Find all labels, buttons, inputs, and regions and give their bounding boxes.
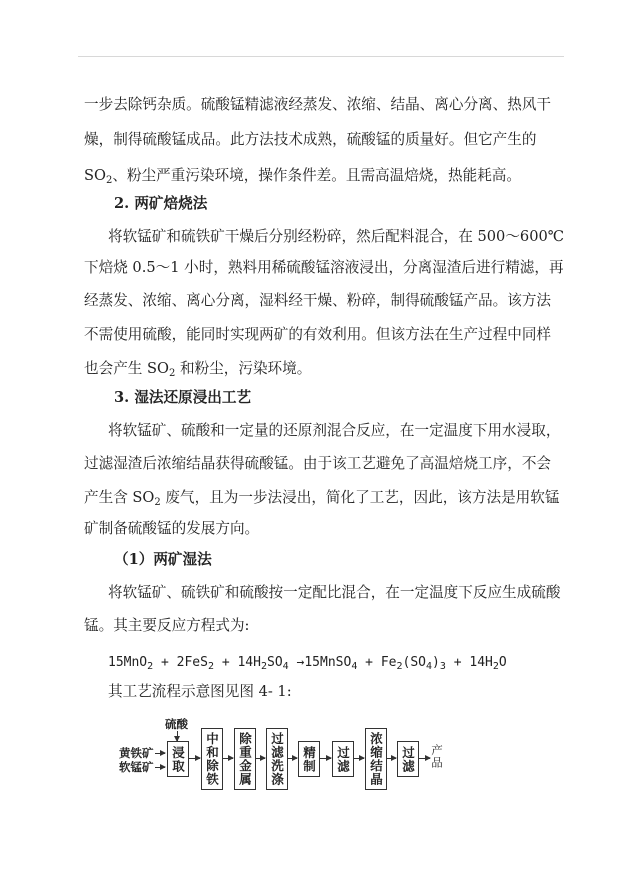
- figure-caption: 其工艺流程示意图见图 4- 1:: [108, 683, 292, 700]
- step-box: 浓缩结晶: [365, 728, 387, 790]
- arrow-right: [418, 758, 430, 759]
- step-box: 中和除铁: [201, 728, 223, 790]
- reaction-equation: $15MnO_2 + 2FeS_2 + 14H_2SO_4$ →15MnSO$_4$ + $Fe_2(SO_4)_3 + 14H_2O$: [108, 655, 507, 672]
- text-line: 过滤湿渣后浓缩结晶获得硫酸锰。由于该工艺避免了高温焙烧工序，不会: [84, 455, 552, 472]
- text-line: 不需使用硫酸，能同时实现两矿的有效利用。但该方法在生产过程中同样: [84, 326, 552, 343]
- text-line: 也会产生 $SO_2$ 和粉尘，污染环境。: [84, 360, 312, 379]
- text-line: 将软锰矿、硫酸和一定量的还原剂混合反应，在一定温度下用水浸取，: [108, 422, 561, 439]
- step-box: 精制: [298, 741, 320, 777]
- step-box: 浸取: [167, 741, 189, 777]
- subsection-heading: （1）两矿湿法: [114, 551, 212, 568]
- input-label-pyrolusite: 软锰矿: [119, 760, 154, 774]
- arrow-right: [353, 758, 364, 759]
- section-heading: 3. 湿法还原浸出工艺: [114, 389, 252, 406]
- header-rule: [78, 56, 564, 57]
- arrow-right: [287, 758, 297, 759]
- step-box: 过滤: [332, 741, 354, 777]
- arrow-right: [386, 758, 396, 759]
- arrow-right: [222, 758, 233, 759]
- step-box: 过滤洗涤: [266, 728, 288, 790]
- text-line: 将软锰矿和硫铁矿干燥后分别经粉碎，然后配料混合，在 500～600℃: [108, 228, 565, 245]
- input-label-sulfuric-acid: 硫酸: [165, 717, 188, 731]
- arrow-right: [319, 758, 331, 759]
- arrow-right: [155, 767, 165, 768]
- input-label-pyrite: 黄铁矿: [119, 746, 154, 760]
- arrow-right: [155, 753, 165, 754]
- section-heading: 2. 两矿焙烧法: [114, 195, 208, 212]
- arrow-down: [177, 731, 178, 741]
- text-line: 产生含 $SO_2$ 废气，且为一步法浸出，简化了工艺，因此，该方法是用软锰: [84, 489, 560, 508]
- output-label-product: 产品: [430, 744, 444, 769]
- arrow-right: [188, 758, 200, 759]
- text-line: 下焙烧 0.5～1 小时，熟料用稀硫酸锰溶液浸出，分离湿渣后进行精滤，再: [84, 259, 564, 276]
- text-line: 将软锰矿、硫铁矿和硫酸按一定配比混合，在一定温度下反应生成硫酸: [108, 584, 561, 601]
- step-box: 过滤: [397, 741, 419, 777]
- text-line: 燥，制得硫酸锰成品。此方法技术成熟，硫酸锰的质量好。但它产生的: [84, 131, 537, 148]
- text-line: 经蒸发、浓缩、离心分离，湿料经干燥、粉碎，制得硫酸锰产品。该方法: [84, 292, 552, 309]
- arrow-right: [255, 758, 265, 759]
- text-line: 锰。其主要反应方程式为:: [84, 617, 250, 634]
- text-line: $SO_2$、粉尘严重污染环境，操作条件差。且需高温焙烧，热能耗高。: [84, 167, 521, 186]
- text-line: 矿制备硫酸锰的发展方向。: [84, 520, 260, 537]
- text-line: 一步去除钙杂质。硫酸锰精滤液经蒸发、浓缩、结晶、离心分离、热风干: [84, 96, 552, 113]
- step-box: 除重金属: [234, 728, 256, 790]
